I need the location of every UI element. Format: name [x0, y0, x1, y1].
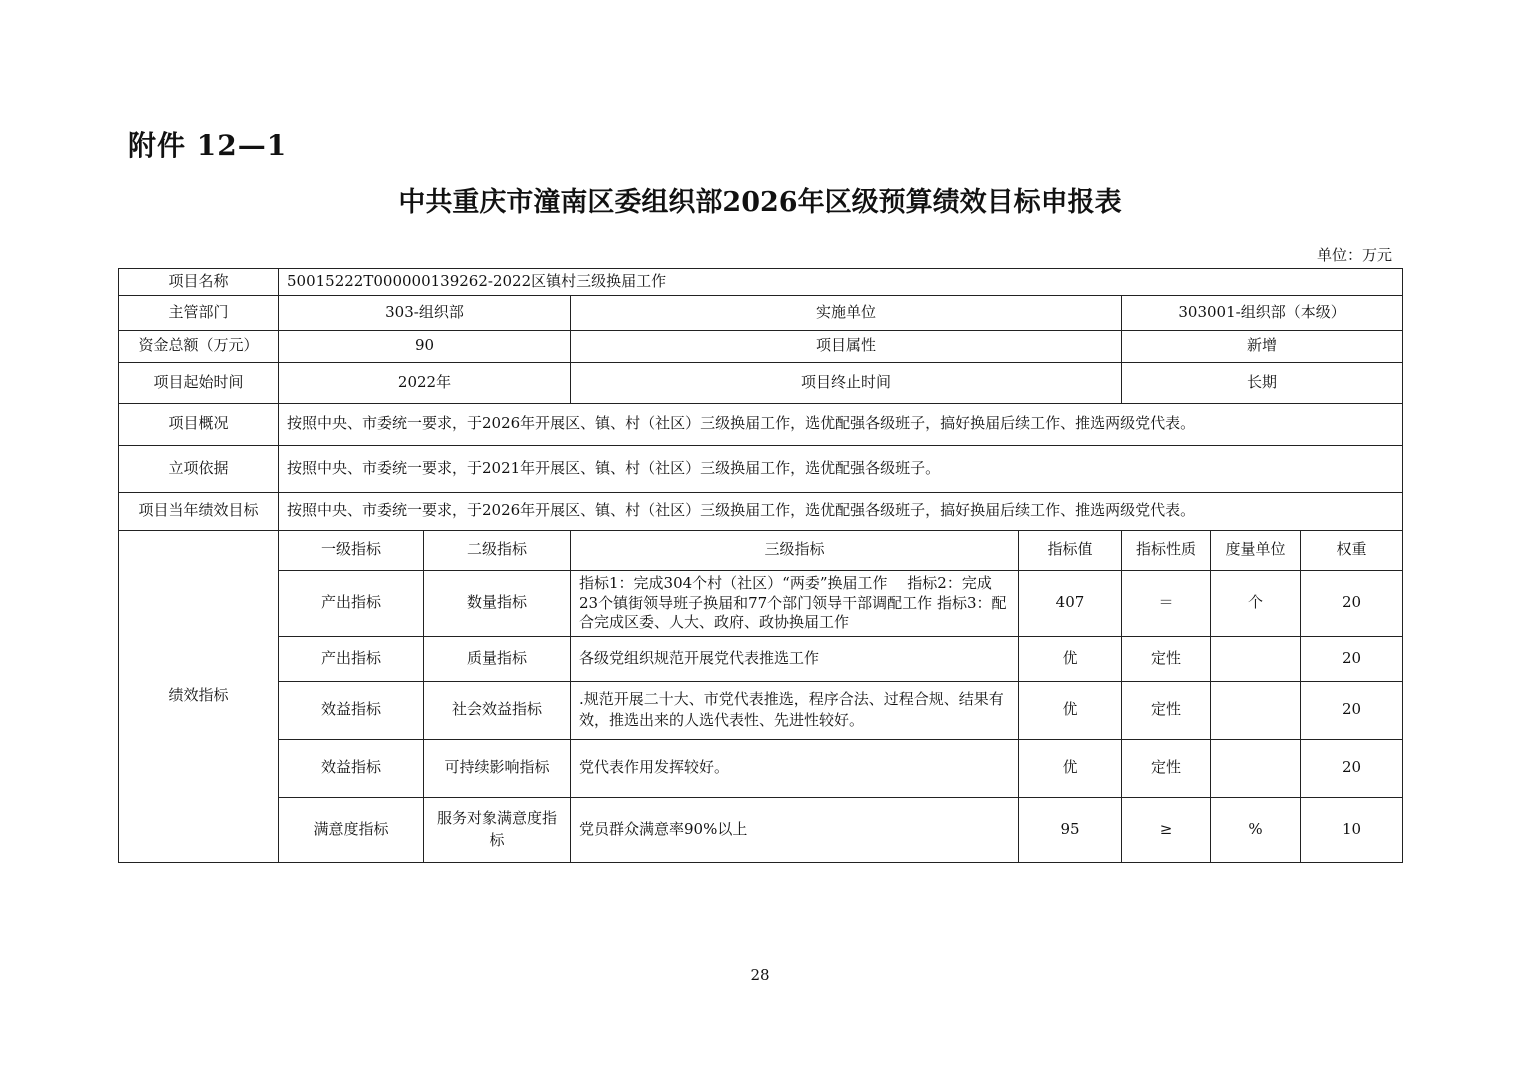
indicator-l3: .规范开展二十大、市党代表推选，程序合法、过程合规、结果有效，推选出来的人选代表性、先进性较好。 [571, 681, 1019, 739]
indicator-unit [1211, 636, 1301, 681]
indicator-l2: 可持续影响指标 [424, 739, 571, 797]
header-nature: 指标性质 [1122, 530, 1211, 570]
header-level2: 二级指标 [424, 530, 571, 570]
indicator-header-row [119, 530, 1403, 570]
table-row [119, 570, 1403, 636]
indicator-nature: 定性 [1122, 636, 1211, 681]
row-project-name [119, 269, 1403, 296]
indicator-l2: 数量指标 [424, 570, 571, 636]
overview-label: 项目概况 [119, 403, 279, 445]
indicator-l1: 产出指标 [279, 636, 424, 681]
goal-value: 按照中央、市委统一要求，于2026年开展区、镇、村（社区）三级换届工作，选优配强各级班子，搞好换届后续工作、推选两级党代表。 [279, 492, 1403, 530]
indicator-value: 优 [1019, 681, 1122, 739]
attachment-label: 附件 12—1 [128, 129, 288, 162]
header-level3: 三级指标 [571, 530, 1019, 570]
indicator-nature: 定性 [1122, 681, 1211, 739]
row-overview [119, 403, 1403, 445]
indicator-weight: 20 [1301, 681, 1403, 739]
impl-value: 303001-组织部（本级） [1122, 295, 1403, 330]
attr-label: 项目属性 [571, 330, 1122, 362]
table-row [119, 636, 1403, 681]
impl-label: 实施单位 [571, 295, 1122, 330]
indicator-nature: 定性 [1122, 739, 1211, 797]
document-title: 中共重庆市潼南区委组织部2026年区级预算绩效目标申报表 [398, 187, 1122, 218]
indicator-weight: 20 [1301, 636, 1403, 681]
header-value: 指标值 [1019, 530, 1122, 570]
indicator-nature: ≥ [1122, 797, 1211, 862]
header-level1: 一级指标 [279, 530, 424, 570]
indicator-nature: ＝ [1122, 570, 1211, 636]
header-unit: 度量单位 [1211, 530, 1301, 570]
indicator-l1: 满意度指标 [279, 797, 424, 862]
indicator-l2: 服务对象满意度指标 [424, 797, 571, 862]
indicator-weight: 10 [1301, 797, 1403, 862]
project-name-label: 项目名称 [119, 269, 279, 296]
start-label: 项目起始时间 [119, 362, 279, 403]
overview-value: 按照中央、市委统一要求，于2026年开展区、镇、村（社区）三级换届工作，选优配强各级班子，搞好换届后续工作、推选两级党代表。 [279, 403, 1403, 445]
page-number: 28 [750, 966, 770, 984]
indicator-l2: 质量指标 [424, 636, 571, 681]
dept-value: 303-组织部 [279, 295, 571, 330]
start-value: 2022年 [279, 362, 571, 403]
indicator-weight: 20 [1301, 739, 1403, 797]
indicator-l1: 效益指标 [279, 739, 424, 797]
dept-label: 主管部门 [119, 295, 279, 330]
row-basis [119, 445, 1403, 492]
indicator-value: 407 [1019, 570, 1122, 636]
basis-label: 立项依据 [119, 445, 279, 492]
header-weight: 权重 [1301, 530, 1403, 570]
indicator-unit: 个 [1211, 570, 1301, 636]
indicator-l1: 效益指标 [279, 681, 424, 739]
unit-label: 单位：万元 [1316, 246, 1392, 264]
end-label: 项目终止时间 [571, 362, 1122, 403]
end-value: 长期 [1122, 362, 1403, 403]
indicator-unit: % [1211, 797, 1301, 862]
indicator-unit [1211, 739, 1301, 797]
indicator-l3: 党员群众满意率90%以上 [571, 797, 1019, 862]
row-fund [119, 330, 1403, 362]
indicator-l2: 社会效益指标 [424, 681, 571, 739]
row-annual-goal [119, 492, 1403, 530]
attr-value: 新增 [1122, 330, 1403, 362]
goal-label: 项目当年绩效目标 [119, 492, 279, 530]
indicator-value: 优 [1019, 739, 1122, 797]
indicator-unit [1211, 681, 1301, 739]
indicators-section-label: 绩效指标 [119, 530, 279, 862]
project-name-value: 50015222T000000139262-2022区镇村三级换届工作 [279, 269, 1403, 296]
performance-target-table [118, 268, 1403, 863]
fund-label: 资金总额（万元） [119, 330, 279, 362]
indicator-l3: 指标1：完成304个村（社区）“两委”换届工作 指标2：完成23个镇街领导班子换届和77个部门领导干部调配工作 指标3：配合完成区委、人大、政府、政协换届工作 [571, 570, 1019, 636]
indicator-value: 优 [1019, 636, 1122, 681]
basis-value: 按照中央、市委统一要求，于2021年开展区、镇、村（社区）三级换届工作，选优配强各级班子。 [279, 445, 1403, 492]
row-time [119, 362, 1403, 403]
indicator-l3: 各级党组织规范开展党代表推选工作 [571, 636, 1019, 681]
indicator-l3: 党代表作用发挥较好。 [571, 739, 1019, 797]
fund-value: 90 [279, 330, 571, 362]
table-row [119, 739, 1403, 797]
indicator-value: 95 [1019, 797, 1122, 862]
table-row [119, 797, 1403, 862]
indicator-weight: 20 [1301, 570, 1403, 636]
table-row [119, 681, 1403, 739]
row-department [119, 295, 1403, 330]
indicator-l1: 产出指标 [279, 570, 424, 636]
